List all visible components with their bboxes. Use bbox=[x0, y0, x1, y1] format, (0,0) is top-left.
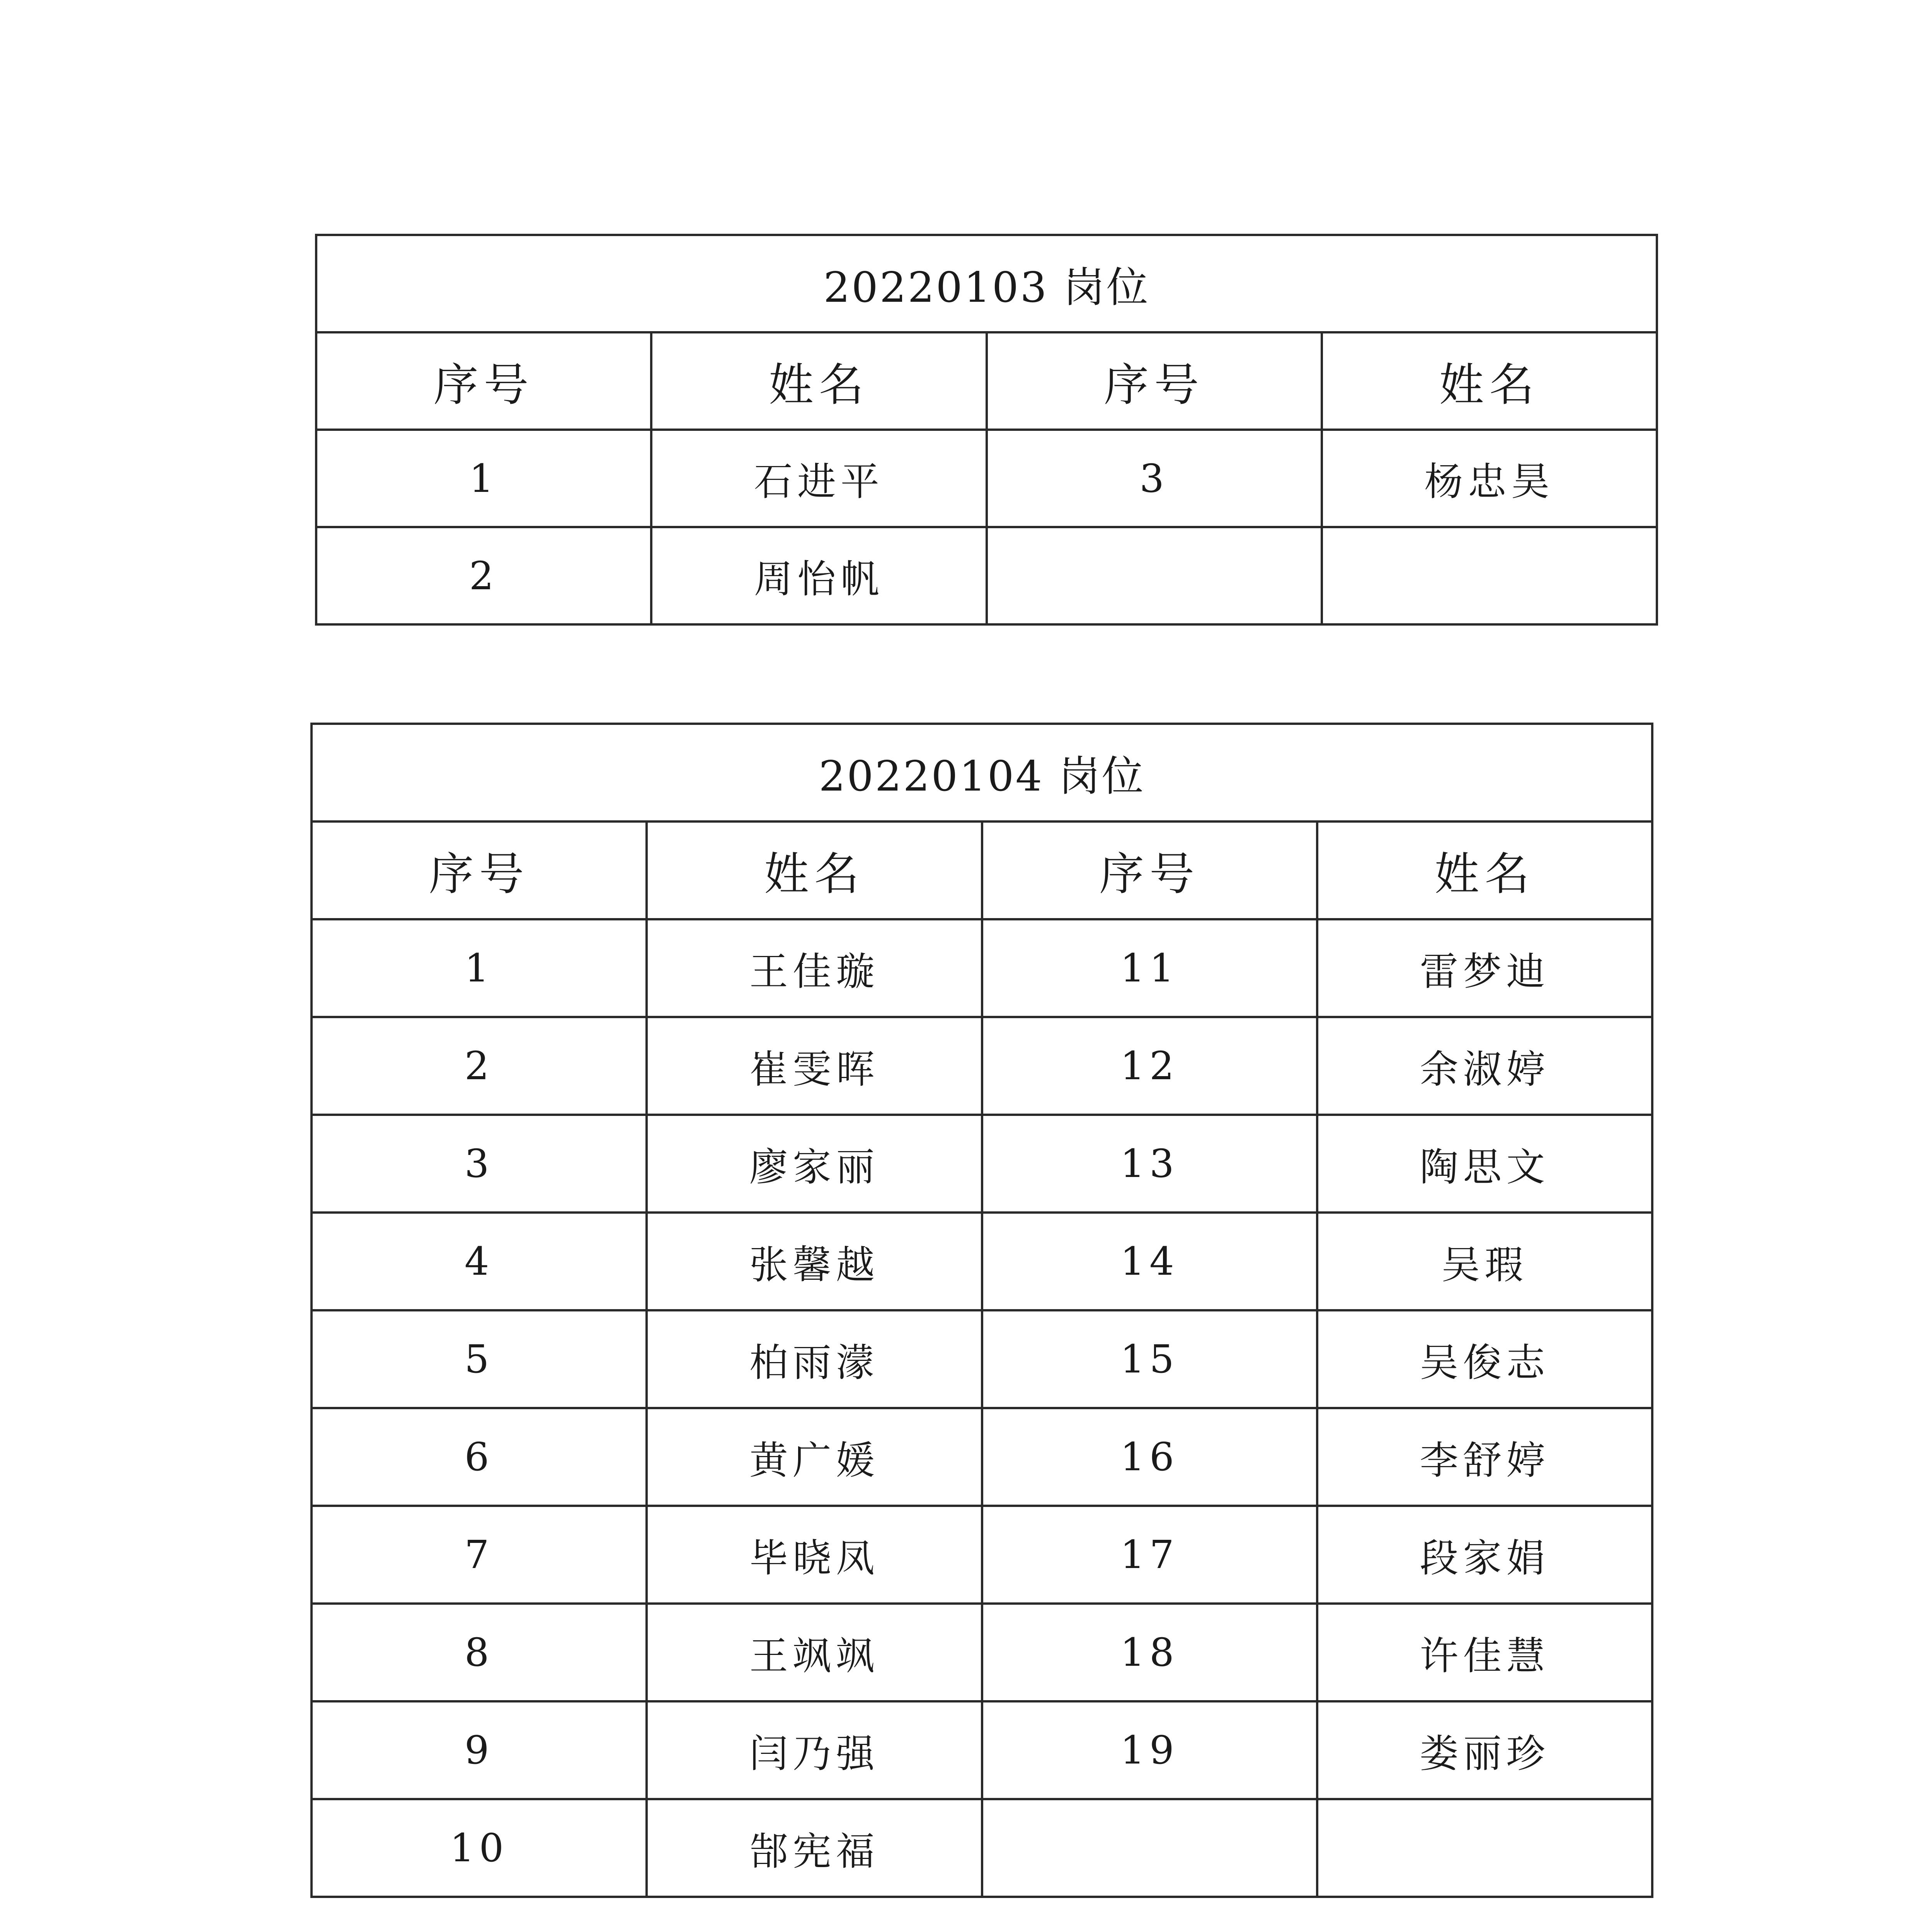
cell-number: 7 bbox=[312, 1506, 647, 1604]
table-row bbox=[312, 1604, 1652, 1701]
table-row bbox=[312, 1799, 1652, 1897]
table-row bbox=[312, 1701, 1652, 1799]
cell-name: 崔雯晖 bbox=[647, 1017, 982, 1115]
cell-name: 余淑婷 bbox=[1317, 1017, 1652, 1115]
column-header-number: 序号 bbox=[316, 332, 651, 430]
column-header-name: 姓名 bbox=[651, 332, 986, 430]
cell-number: 1 bbox=[312, 919, 647, 1017]
table-body bbox=[316, 235, 1657, 624]
cell-number: 14 bbox=[982, 1213, 1317, 1310]
cell-number: 18 bbox=[982, 1604, 1317, 1701]
cell-name: 王飒飒 bbox=[647, 1604, 982, 1701]
cell-name: 雷梦迪 bbox=[1317, 919, 1652, 1017]
cell-number: 15 bbox=[982, 1310, 1317, 1408]
cell-number: 6 bbox=[312, 1408, 647, 1506]
cell-number: 19 bbox=[982, 1701, 1317, 1799]
table-header-row bbox=[312, 821, 1652, 919]
cell-number: 2 bbox=[312, 1017, 647, 1115]
position-table-20220104 bbox=[310, 723, 1653, 1898]
cell-number: 16 bbox=[982, 1408, 1317, 1506]
cell-name: 黄广媛 bbox=[647, 1408, 982, 1506]
cell-name: 杨忠昊 bbox=[1322, 430, 1657, 527]
cell-number bbox=[982, 1799, 1317, 1897]
table-title: 20220103 岗位 bbox=[316, 235, 1657, 332]
cell-number: 10 bbox=[312, 1799, 647, 1897]
column-header-number: 序号 bbox=[982, 821, 1317, 919]
cell-name: 段家娟 bbox=[1317, 1506, 1652, 1604]
table-row bbox=[316, 430, 1657, 527]
table-row bbox=[312, 919, 1652, 1017]
position-table-20220103 bbox=[315, 234, 1658, 626]
cell-number: 4 bbox=[312, 1213, 647, 1310]
table-title-row bbox=[316, 235, 1657, 332]
column-header-number: 序号 bbox=[987, 332, 1322, 430]
table-title-row bbox=[312, 724, 1652, 821]
cell-number: 2 bbox=[316, 527, 651, 624]
cell-name: 许佳慧 bbox=[1317, 1604, 1652, 1701]
cell-name: 闫乃强 bbox=[647, 1701, 982, 1799]
cell-name: 张馨越 bbox=[647, 1213, 982, 1310]
column-header-name: 姓名 bbox=[1317, 821, 1652, 919]
table-row bbox=[312, 1408, 1652, 1506]
table-title: 20220104 岗位 bbox=[312, 724, 1652, 821]
table-row bbox=[312, 1506, 1652, 1604]
table-row bbox=[312, 1213, 1652, 1310]
cell-name: 王佳璇 bbox=[647, 919, 982, 1017]
cell-name: 柏雨濛 bbox=[647, 1310, 982, 1408]
cell-number: 8 bbox=[312, 1604, 647, 1701]
cell-number: 12 bbox=[982, 1017, 1317, 1115]
cell-name bbox=[1317, 1799, 1652, 1897]
cell-name: 李舒婷 bbox=[1317, 1408, 1652, 1506]
column-header-number: 序号 bbox=[312, 821, 647, 919]
cell-number: 3 bbox=[987, 430, 1322, 527]
cell-name: 吴瑕 bbox=[1317, 1213, 1652, 1310]
table-body bbox=[312, 724, 1652, 1897]
cell-number bbox=[987, 527, 1322, 624]
cell-name: 毕晓凤 bbox=[647, 1506, 982, 1604]
column-header-name: 姓名 bbox=[647, 821, 982, 919]
table-row bbox=[312, 1310, 1652, 1408]
cell-number: 9 bbox=[312, 1701, 647, 1799]
cell-name bbox=[1322, 527, 1657, 624]
table-row bbox=[312, 1017, 1652, 1115]
table-row bbox=[316, 527, 1657, 624]
cell-number: 5 bbox=[312, 1310, 647, 1408]
column-header-name: 姓名 bbox=[1322, 332, 1657, 430]
cell-name: 陶思文 bbox=[1317, 1115, 1652, 1213]
cell-name: 吴俊志 bbox=[1317, 1310, 1652, 1408]
cell-name: 石进平 bbox=[651, 430, 986, 527]
cell-number: 17 bbox=[982, 1506, 1317, 1604]
cell-number: 11 bbox=[982, 919, 1317, 1017]
cell-name: 娄丽珍 bbox=[1317, 1701, 1652, 1799]
table-header-row bbox=[316, 332, 1657, 430]
cell-name: 廖家丽 bbox=[647, 1115, 982, 1213]
table-row bbox=[312, 1115, 1652, 1213]
cell-name: 郜宪福 bbox=[647, 1799, 982, 1897]
cell-name: 周怡帆 bbox=[651, 527, 986, 624]
cell-number: 1 bbox=[316, 430, 651, 527]
cell-number: 3 bbox=[312, 1115, 647, 1213]
cell-number: 13 bbox=[982, 1115, 1317, 1213]
